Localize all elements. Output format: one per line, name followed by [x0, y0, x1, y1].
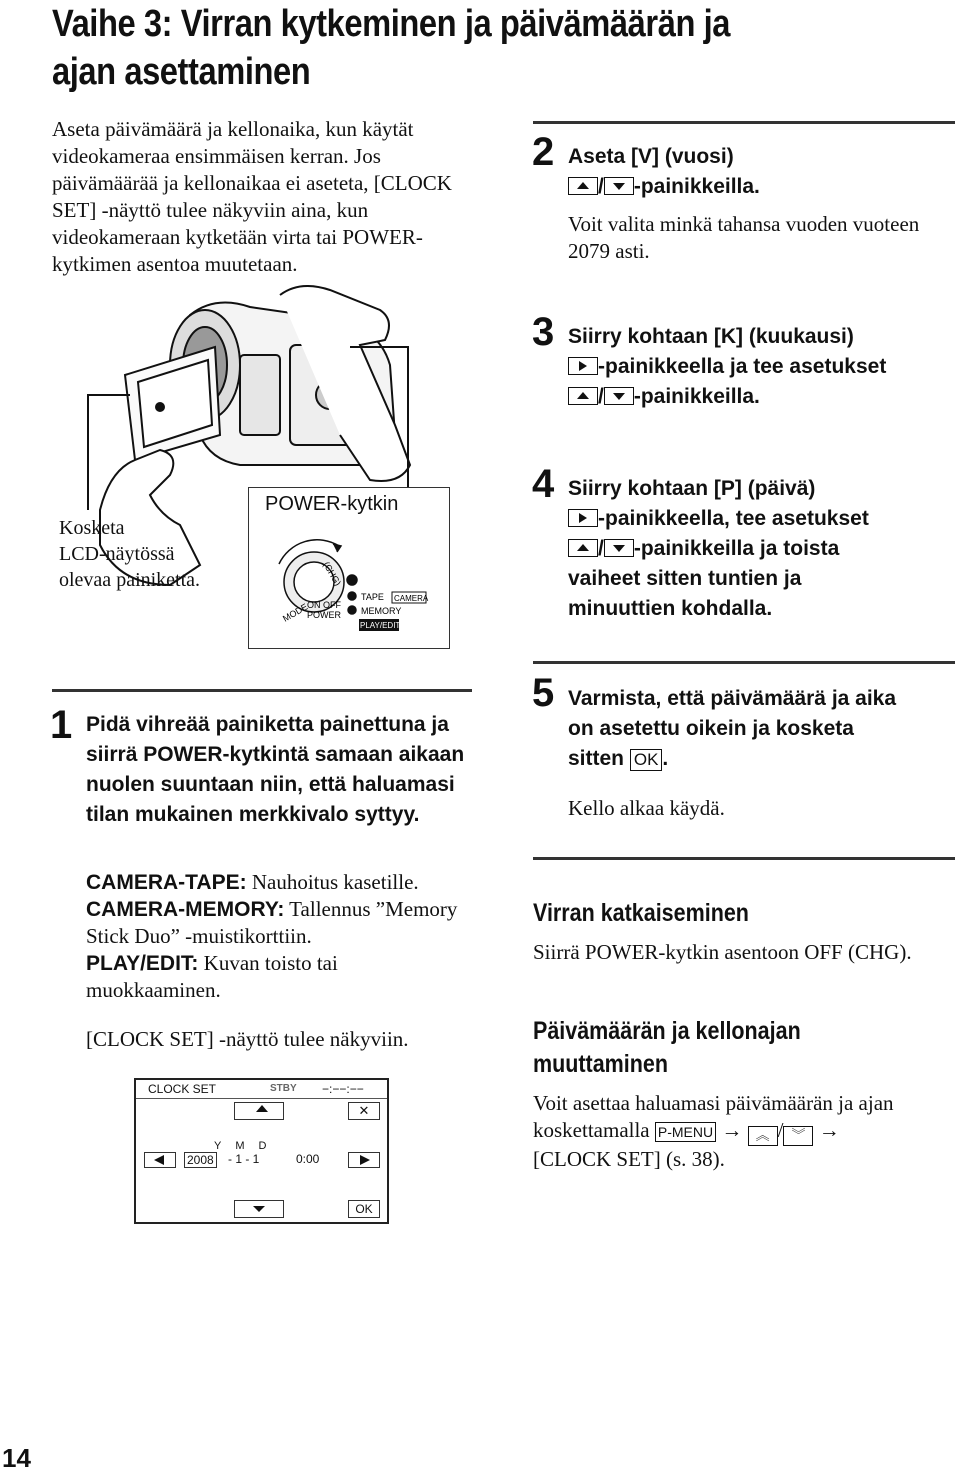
dial-power-label: POWER [307, 610, 342, 620]
time-counter: −:−−:−− [322, 1082, 364, 1096]
down-button-icon [604, 539, 634, 557]
arrow-right-icon: → [721, 1118, 743, 1142]
dial-chg-label: (CHG) [321, 560, 343, 588]
step5-body: Kello alkaa käydä. [568, 796, 725, 820]
step1-modes [86, 869, 476, 1004]
dial-play-edit-label: PLAY/EDIT [360, 621, 401, 630]
section-rule [533, 857, 955, 860]
down-button-icon [604, 177, 634, 195]
step2-number: 2 [532, 130, 555, 174]
ok-button[interactable]: OK [348, 1200, 380, 1218]
step4-number: 4 [532, 462, 555, 506]
step1-heading: Pidä vihreää painiketta painettuna ja siirrä POWER-kytkintä samaan aikaan nuolen suuntaan niin, että haluamasi tilan mukainen merkkivalo syttyy. [86, 713, 465, 826]
power-dial-icon [249, 524, 449, 649]
ymd-labels: YMD [214, 1140, 281, 1152]
arrow-right-icon: → [818, 1118, 840, 1142]
change-heading: Päivämäärän ja kellonajan muuttaminen [533, 1017, 801, 1078]
step1-note: [CLOCK SET] -näyttö tulee näkyviin. [86, 1027, 409, 1051]
step5-heading: Varmista, että päivämäärä ja aika on asetettu oikein ja kosketa sitten OK . [568, 687, 897, 770]
month-day-field: - 1 - 1 [228, 1152, 260, 1166]
off-body: Siirrä POWER-kytkin asentoon OFF (CHG). [533, 940, 912, 964]
right-arrow-icon [349, 1153, 379, 1167]
page-number: 14 [2, 1443, 31, 1473]
p-menu-button-icon: P-MENU [655, 1122, 716, 1142]
double-down-icon: ︾ [783, 1126, 813, 1146]
left-arrow-icon [145, 1153, 175, 1167]
time-field: 0:00 [296, 1152, 320, 1166]
power-switch-callout [248, 487, 450, 649]
up-arrow-icon [248, 1101, 268, 1119]
up-button-icon [568, 177, 598, 195]
left-button[interactable] [144, 1152, 176, 1168]
ok-button-icon: OK [630, 749, 663, 771]
down-button[interactable] [234, 1200, 284, 1218]
step3-number: 3 [532, 310, 555, 354]
dial-memory-label: MEMORY [361, 606, 402, 616]
double-up-icon: ︽ [748, 1126, 778, 1146]
dial-mode-label: MODE [281, 601, 310, 624]
close-button[interactable]: ✕ [348, 1102, 380, 1120]
touch-label: Kosketa LCD-näytössä olevaa painiketta. [59, 517, 201, 591]
clock-set-screen [134, 1078, 389, 1224]
mode-play-edit: PLAY/EDIT: Kuvan toisto tai muokkaaminen. [86, 951, 338, 1002]
right-button[interactable] [348, 1152, 380, 1168]
change-body: Voit asettaa haluamasi päivämäärän ja ajan koskettamalla P-MENU → ︽ / ︾ → [CLOCK SET] (s. 38). [533, 1091, 894, 1171]
step4-heading: Siirry kohtaan [P] (päivä) -painikkeella, tee asetukset / -painikkeilla ja toista vaiheet sitten tuntien ja minuuttien kohdalla. [568, 477, 869, 620]
right-top-rule [533, 121, 955, 124]
dial-camera-label: CAMERA [394, 594, 429, 603]
up-button-icon [568, 539, 598, 557]
right-button-icon [568, 357, 598, 375]
off-heading: Virran katkaiseminen [533, 899, 749, 927]
clock-set-title: CLOCK SET [148, 1082, 217, 1096]
page-title: Vaihe 3: Virran kytkeminen ja päivämäärän ja ajan asettaminen [52, 3, 731, 93]
intro-text: Aseta päivämäärä ja kellonaika, kun käytät videokameraa ensimmäisen kerran. Jos päivämäärää ja kellonaikaa ei aseteta, [CLOCK SET] -näyttö tulee näkyviin aina, kun videokameraan kytketään virta tai POWER-kytkimen asentoa muutetaan. [52, 117, 452, 276]
right-button-icon [568, 509, 598, 527]
step2-body: Voit valita minkä tahansa vuoden vuoteen 2079 asti. [568, 212, 920, 263]
step5-number: 5 [532, 671, 555, 715]
mode-camera-tape: CAMERA-TAPE: Nauhoitus kasetille. [86, 870, 419, 894]
power-label: POWER-kytkin [265, 493, 399, 515]
year-field[interactable]: 2008 [184, 1152, 217, 1168]
step5-rule [533, 661, 955, 664]
mode-camera-memory: CAMERA-MEMORY: Tallennus ”Memory Stick Duo” -muistikorttiin. [86, 897, 458, 948]
step1-rule [52, 689, 472, 692]
down-arrow-icon [235, 1201, 283, 1217]
step1-number: 1 [50, 703, 73, 747]
stby-indicator: STBY [270, 1083, 297, 1094]
step3-heading: Siirry kohtaan [K] (kuukausi) -painikkeella ja tee asetukset / -painikkeilla. [568, 325, 887, 408]
up-button-icon [568, 387, 598, 405]
step2-heading: Aseta [V] (vuosi) / -painikkeilla. [568, 145, 760, 198]
up-button[interactable] [234, 1102, 284, 1120]
dial-tape-label: TAPE [361, 592, 384, 602]
down-button-icon [604, 387, 634, 405]
dial-on-off-label: ON OFF [307, 600, 341, 610]
